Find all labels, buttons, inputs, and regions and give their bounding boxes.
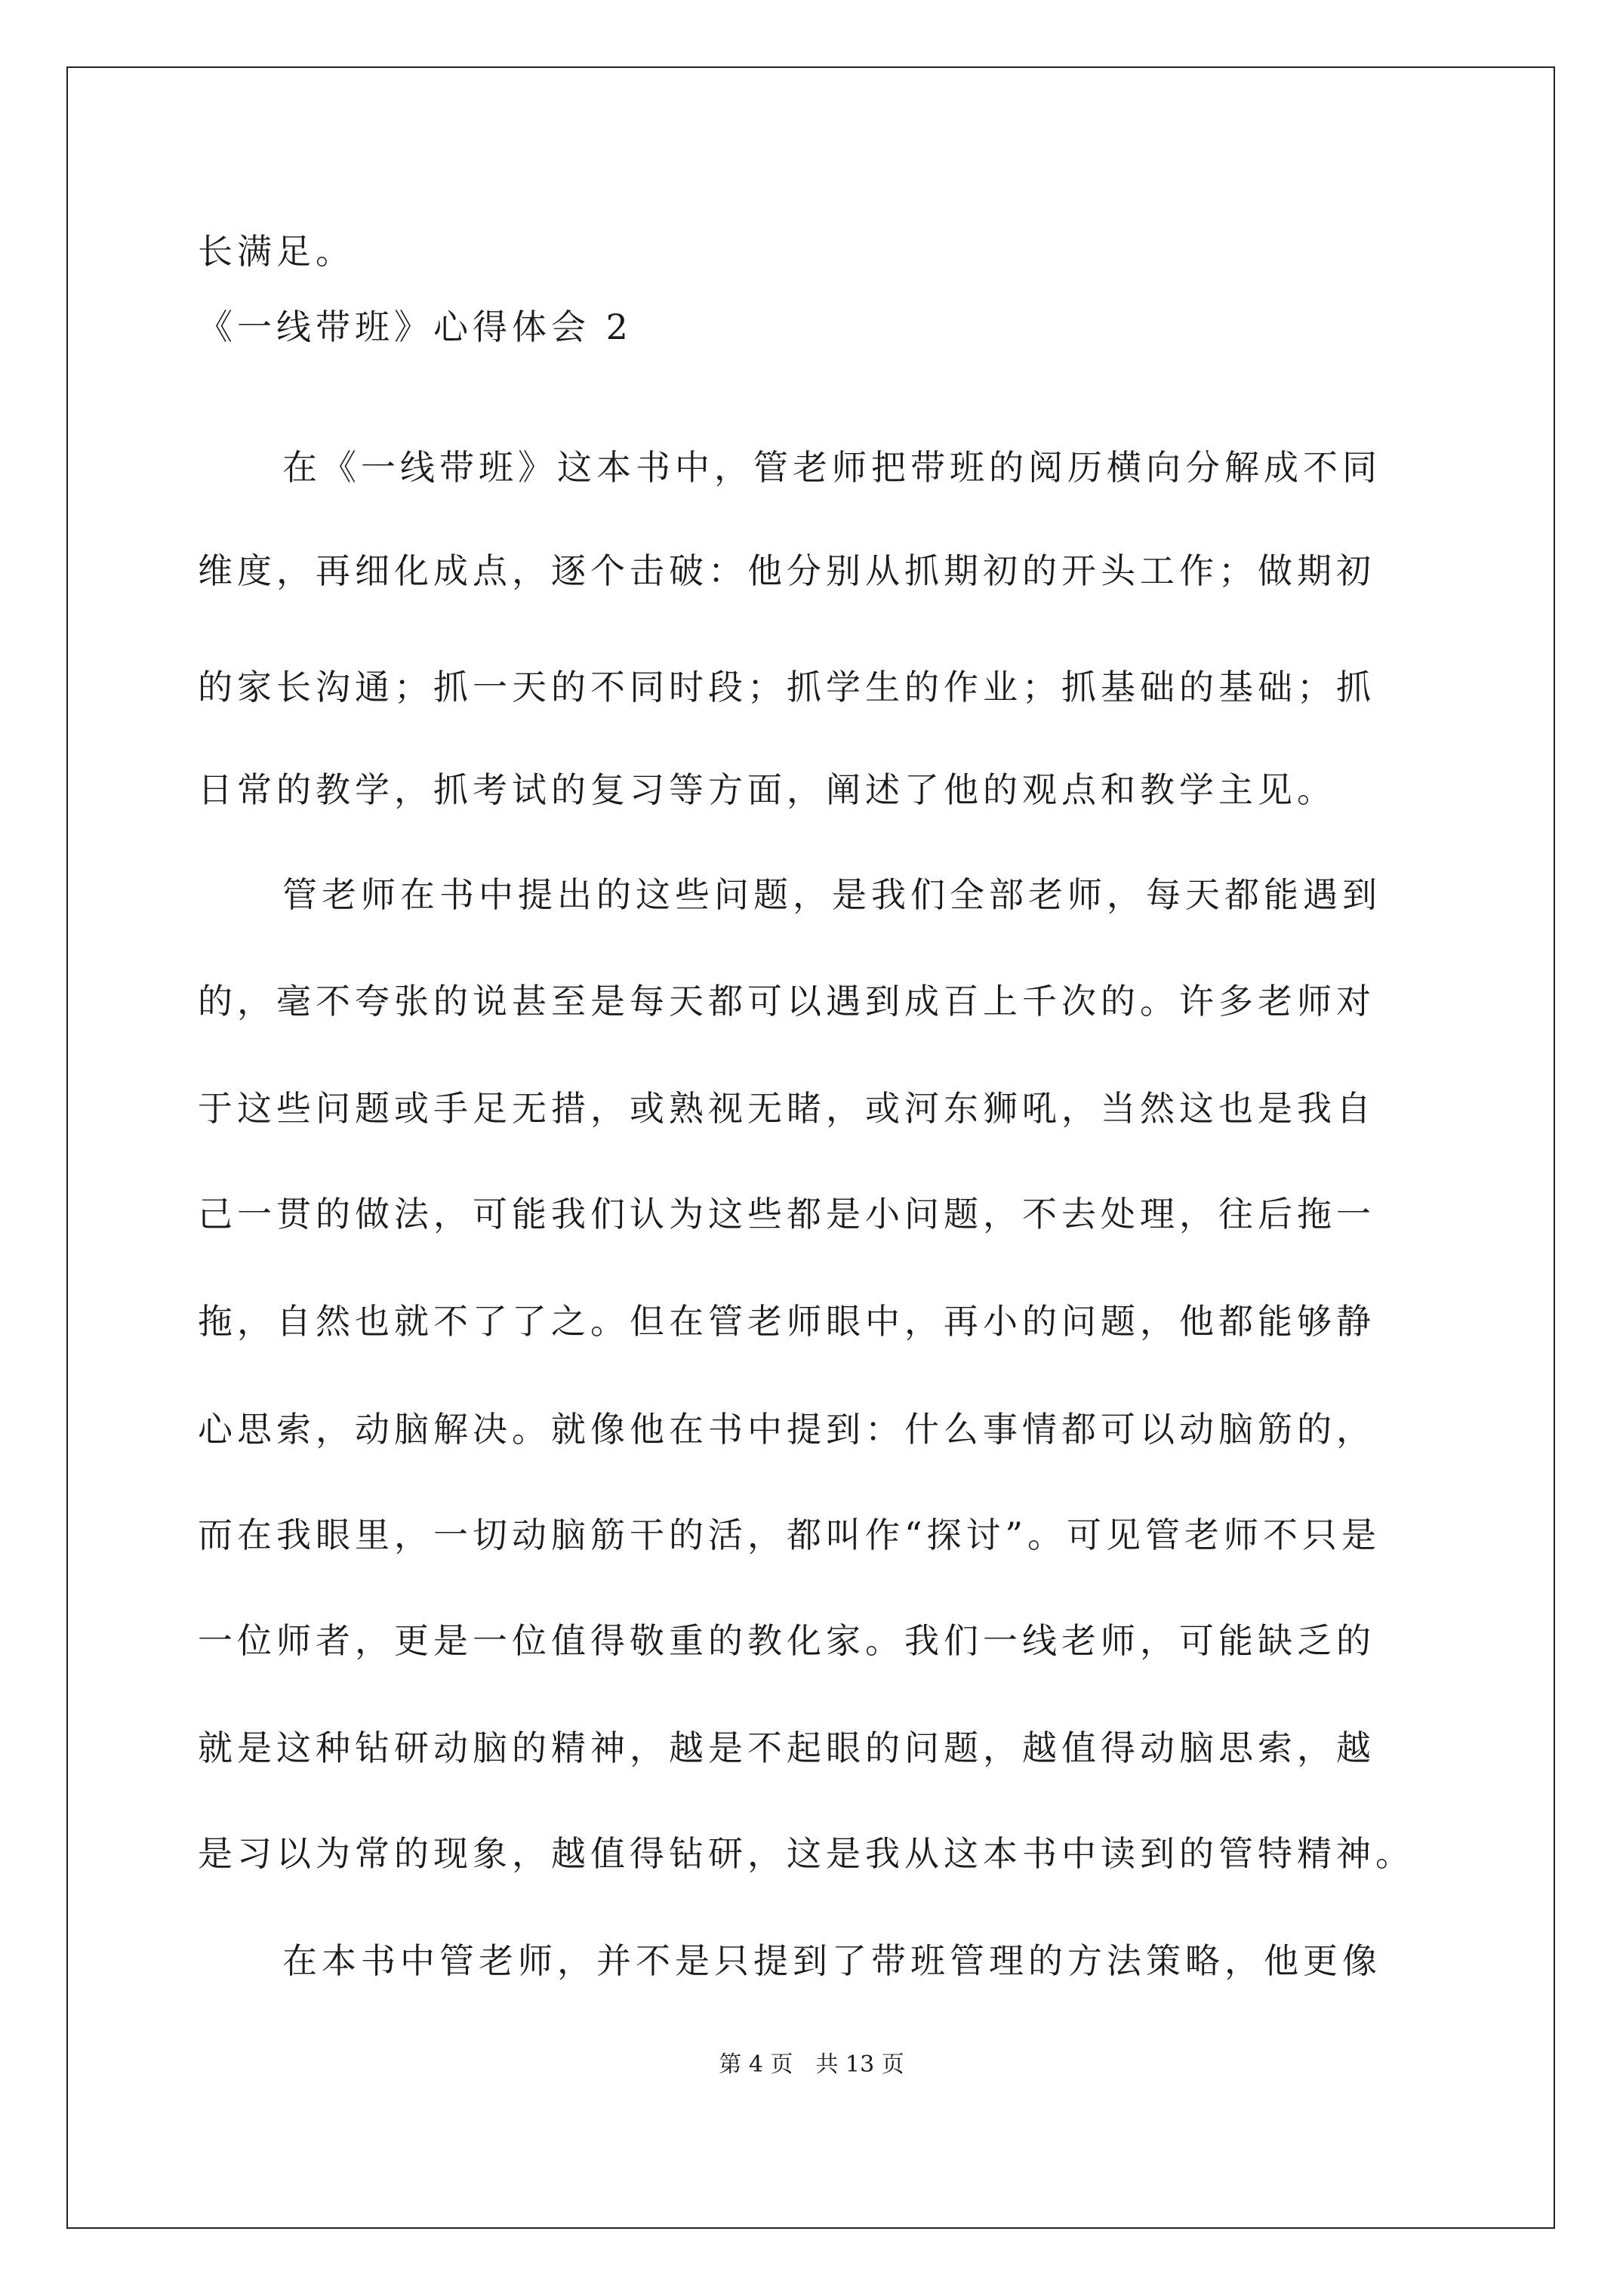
text-line-15: 就是这种钻研动脑的精神，越是不起眼的问题，越值得动脑思索，越	[198, 1727, 1375, 1768]
page-footer: 第 4 页 共 13 页	[719, 2051, 904, 2078]
text-line-10: 己一贯的做法，可能我们认为这些都是小问题，不去处理，往后拖一	[198, 1194, 1375, 1234]
section-heading: 《一线带班》心得体会 2	[198, 307, 633, 347]
text-line-1: 长满足。	[198, 231, 355, 272]
text-line-8: 的，毫不夸张的说甚至是每天都可以遇到成百上千次的。许多老师对	[198, 981, 1375, 1022]
text-line-6: 日常的教学，抓考试的复习等方面，阐述了他的观点和教学主见。	[198, 769, 1336, 810]
text-line-13: 而在我眼里，一切动脑筋干的活，都叫作“探讨”。可见管老师不只是	[198, 1515, 1381, 1555]
text-line-16: 是习以为常的现象，越值得钻研，这是我从这本书中读到的管特精神。	[198, 1833, 1415, 1874]
text-line-14: 一位师者，更是一位值得敬重的教化家。我们一线老师，可能缺乏的	[198, 1620, 1375, 1661]
text-line-12: 心思索，动脑解决。就像他在书中提到：什么事情都可以动脑筋的，	[198, 1409, 1375, 1450]
text-line-11: 拖，自然也就不了了之。但在管老师眼中，再小的问题，他都能够静	[198, 1301, 1375, 1342]
page-border	[66, 66, 1555, 2229]
text-line-7: 管老师在书中提出的这些问题，是我们全部老师，每天都能遇到	[282, 874, 1381, 915]
text-line-17: 在本书中管老师，并不是只提到了带班管理的方法策略，他更像	[282, 1940, 1381, 1981]
text-line-4: 维度，再细化成点，逐个击破：他分别从抓期初的开头工作；做期初	[198, 550, 1375, 591]
text-line-3: 在《一线带班》这本书中，管老师把带班的阅历横向分解成不同	[282, 447, 1381, 488]
text-line-9: 于这些问题或手足无措，或熟视无睹，或河东狮吼，当然这也是我自	[198, 1088, 1375, 1129]
text-line-5: 的家长沟通；抓一天的不同时段；抓学生的作业；抓基础的基础；抓	[198, 667, 1375, 707]
